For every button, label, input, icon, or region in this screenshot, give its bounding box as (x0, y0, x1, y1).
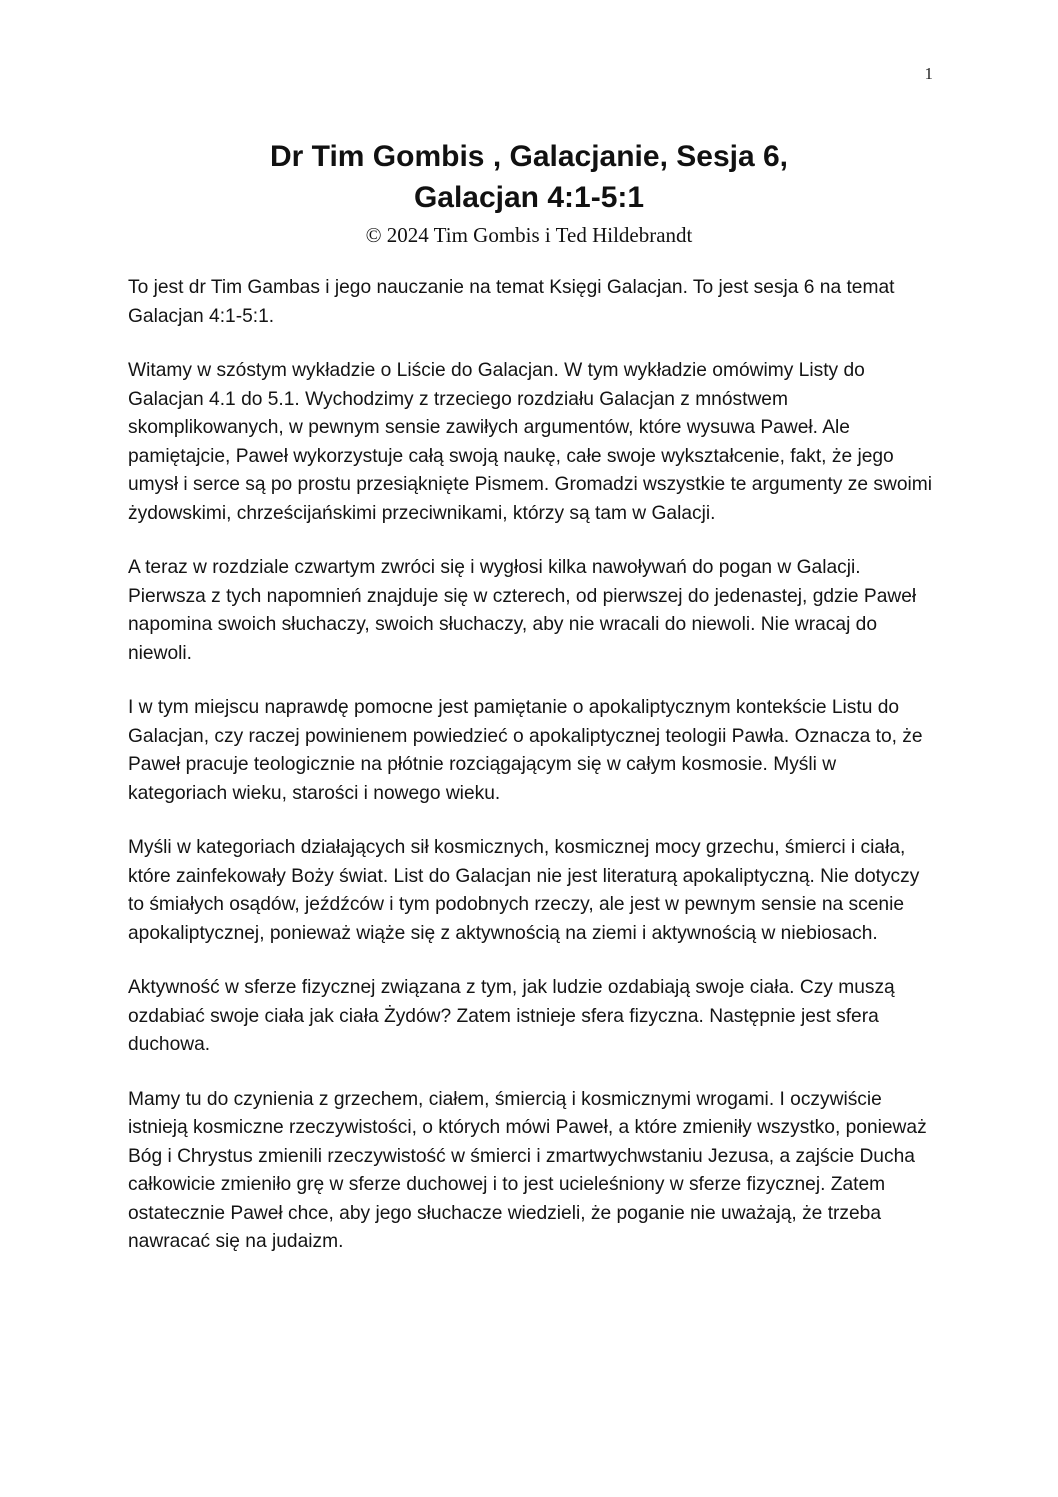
paragraph-7: Mamy tu do czynienia z grzechem, ciałem, śmiercią i kosmicznymi wrogami. I oczywiście istnieją kosmiczne rzeczywistości, o których mówi Paweł, a które zmieniły wszystko, ponieważ Bóg i Chrystus zmienili rzeczywistość w śmierci i zmartwychwstaniu Jezusa, a zajście Ducha całkowicie zmieniło grę w sferze duchowej i to jest ucieleśniony w sferze fizycznej. Zatem ostatecznie Paweł chce, aby jego słuchacze wiedzieli, że poganie nie uważają, że trzeba nawracać się na judaizm. (128, 1088, 927, 1252)
document-header (0, 136, 1058, 250)
paragraph-1: To jest dr Tim Gambas i jego nauczanie na temat Księgi Galacjan. To jest sesja 6 na temat Galacjan 4:1-5:1. (128, 277, 895, 327)
page-number: 1 (924, 64, 933, 83)
document-body (128, 274, 936, 1283)
paragraph-5: Myśli w kategoriach działających sił kosmicznych, kosmicznej mocy grzechu, śmierci i ciała, które zainfekowały Boży świat. List do Galacjan nie jest literaturą apokaliptyczną. Nie dotyczy to śmiałych osądów, jeźdźców i tym podobnych rzeczy, ale jest w pewnym sensie na scenie apokaliptycznej, ponieważ wiąże się z aktywnością na ziemi i aktywnością w niebiosach. (128, 837, 920, 944)
paragraph-3: A teraz w rozdziale czwartym zwróci się i wygłosi kilka nawoływań do pogan w Galacji. Pierwsza z tych napomnień znajduje się w czterech, od pierwszej do jedenastej, gdzie Paweł napomina swoich słuchaczy, swoich słuchaczy, aby nie wracali do niewoli. Nie wracaj do niewoli. (128, 557, 917, 664)
document-title-line-2: Galacjan 4:1-5:1 (413, 181, 645, 214)
paragraph-4: I w tym miejscu naprawdę pomocne jest pamiętanie o apokaliptycznym kontekście Listu do Galacjan, czy raczej powinienem powiedzieć o apokaliptycznej teologii Pawła. Oznacza to, że Paweł pracuje teologicznie na płótnie rozciągającym się w całym kosmosie. Myśli w kategoriach wieku, starości i nowego wieku. (128, 697, 923, 804)
paragraph-2: Witamy w szóstym wykładzie o Liście do Galacjan. W tym wykładzie omówimy Listy do Galacjan 4.1 do 5.1. Wychodzimy z trzeciego rozdziału Galacjan z mnóstwem skomplikowanych, w pewnym sensie zawiłych argumentów, które wysuwa Paweł. Ale pamiętajcie, Paweł wykorzystuje całą swoją naukę, całe swoje wykształcenie, fakt, że jego umysł i serce są po prostu przesiąknięte Pismem. Gromadzi wszystkie te argumenty ze swoimi żydowskimi, chrześcijańskimi przeciwnikami, którzy są tam w Galacji. (128, 360, 933, 524)
paragraph-6: Aktywność w sferze fizycznej związana z tym, jak ludzie ozdabiają swoje ciała. Czy muszą ozdabiać swoje ciała jak ciała Żydów? Zatem istnieje sfera fizyczna. Następnie jest sfera duchowa. (128, 977, 895, 1055)
copyright-notice: © 2024 Tim Gombis i Ted Hildebrandt (365, 223, 693, 247)
document-title-line-1: Dr Tim Gombis , Galacjanie, Sesja 6, (270, 140, 788, 173)
